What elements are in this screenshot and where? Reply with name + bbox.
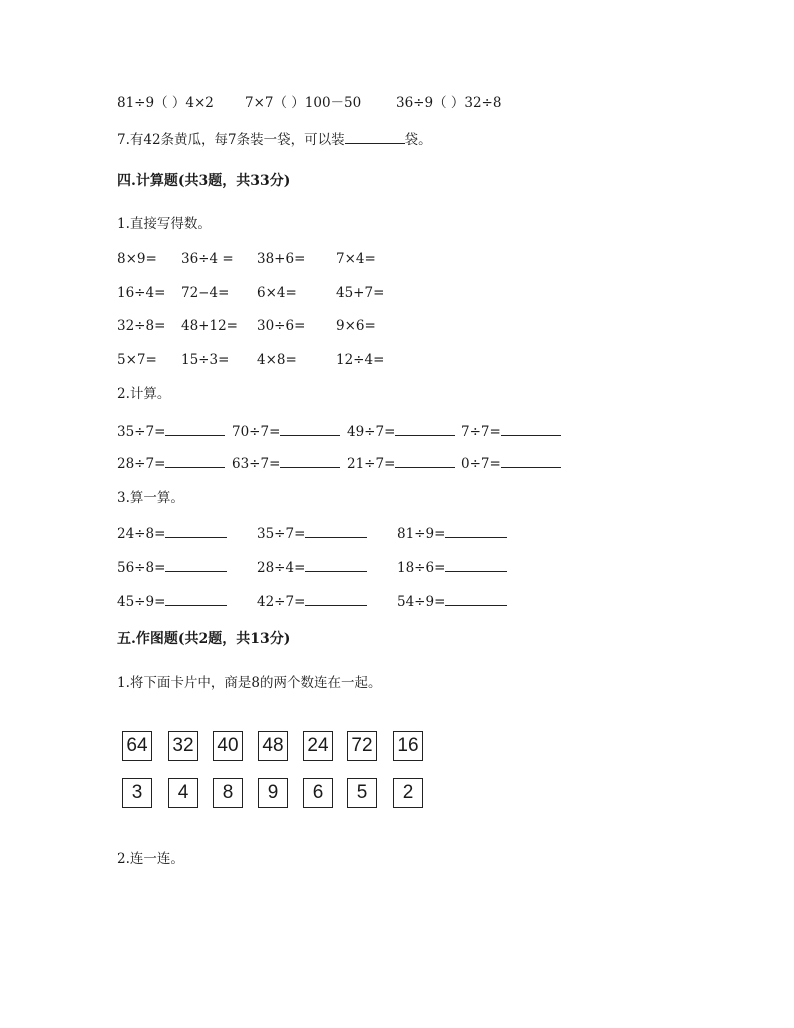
compare-item-2: 7×7（ ）100－50 — [245, 95, 362, 111]
divisor-card-6[interactable]: 5 — [347, 778, 377, 808]
dividend-card-7[interactable]: 16 — [393, 731, 423, 761]
q5-2-title: 2.连一连。 — [117, 851, 184, 867]
expression: 7×4= — [336, 251, 376, 267]
expression: 24÷8= — [117, 526, 166, 542]
divisor-card-5[interactable]: 6 — [303, 778, 333, 808]
divisor-card-3[interactable]: 8 — [213, 778, 243, 808]
q4-3-item-r3-c2 — [257, 593, 367, 611]
q4-1-item-r1-c4 — [336, 250, 376, 268]
q4-2-item-r1-c4 — [461, 423, 561, 441]
expression: 81÷9= — [397, 526, 446, 542]
q4-3-item-r3-c3 — [397, 593, 507, 611]
expression: 0÷7= — [461, 456, 501, 472]
divisor-card-1[interactable]: 3 — [122, 778, 152, 808]
expression: 48+12= — [181, 318, 238, 334]
section-4-heading: 四.计算题(共3题，共33分) — [117, 173, 291, 189]
answer-blank[interactable] — [445, 593, 507, 606]
dividend-card-1[interactable]: 64 — [122, 731, 152, 761]
q4-2-item-r1-c1 — [117, 423, 225, 441]
q4-1-item-r2-c4 — [336, 284, 384, 302]
compare-item-3: 36÷9（ ）32÷8 — [396, 95, 502, 111]
q4-1-item-r3-c4 — [336, 317, 376, 335]
q4-1-item-r2-c3 — [257, 284, 297, 302]
expression: 42÷7= — [257, 594, 306, 610]
q4-2-item-r2-c4 — [461, 455, 561, 473]
expression: 36÷4 = — [181, 251, 234, 267]
expression: 45+7= — [336, 285, 385, 301]
expression: 8×9= — [117, 251, 157, 267]
answer-blank[interactable] — [501, 455, 561, 468]
answer-blank[interactable] — [165, 593, 227, 606]
expression: 18÷6= — [397, 560, 446, 576]
expression: 56÷8= — [117, 560, 166, 576]
answer-blank[interactable] — [165, 525, 227, 538]
q4-1-item-r4-c3 — [257, 351, 297, 369]
expression: 12÷4= — [336, 352, 385, 368]
answer-blank[interactable] — [165, 559, 227, 572]
dividend-card-4[interactable]: 48 — [258, 731, 288, 761]
expression: 54÷9= — [397, 594, 446, 610]
compare-item-1: 81÷9（ ）4×2 — [117, 95, 214, 111]
q4-1-title: 1.直接写得数。 — [117, 216, 211, 232]
q4-3-item-r3-c1 — [117, 593, 227, 611]
expression: 38+6= — [257, 251, 306, 267]
q4-2-item-r2-c1 — [117, 455, 225, 473]
answer-blank[interactable] — [395, 455, 455, 468]
q4-1-item-r4-c1 — [117, 351, 157, 369]
q4-1-item-r3-c2 — [181, 317, 238, 335]
answer-blank[interactable] — [280, 423, 340, 436]
q4-2-item-r2-c3 — [347, 455, 455, 473]
expression: 72−4= — [181, 285, 230, 301]
q4-1-item-r3-c3 — [257, 317, 305, 335]
question-7-tail: 袋。 — [404, 132, 432, 148]
dividend-card-5[interactable]: 24 — [303, 731, 333, 761]
expression: 49÷7= — [347, 424, 396, 440]
answer-blank[interactable] — [345, 131, 405, 144]
q4-3-item-r2-c1 — [117, 559, 227, 577]
expression: 16÷4= — [117, 285, 166, 301]
question-7-text: 7.有42条黄瓜，每7条装一袋，可以装 — [117, 132, 345, 148]
divisor-card-2[interactable]: 4 — [168, 778, 198, 808]
q4-1-item-r2-c2 — [181, 284, 229, 302]
expression: 28÷4= — [257, 560, 306, 576]
answer-blank[interactable] — [165, 455, 225, 468]
q4-1-item-r1-c1 — [117, 250, 157, 268]
answer-blank[interactable] — [305, 593, 367, 606]
answer-blank[interactable] — [445, 559, 507, 572]
q4-3-item-r1-c1 — [117, 525, 227, 543]
expression: 63÷7= — [232, 456, 281, 472]
q4-1-item-r3-c1 — [117, 317, 165, 335]
expression: 21÷7= — [347, 456, 396, 472]
divisor-card-7[interactable]: 2 — [393, 778, 423, 808]
question-7 — [117, 131, 432, 149]
q4-2-title: 2.计算。 — [117, 386, 171, 402]
expression: 30÷6= — [257, 318, 306, 334]
expression: 32÷8= — [117, 318, 166, 334]
answer-blank[interactable] — [305, 525, 367, 538]
q4-2-item-r1-c2 — [232, 423, 340, 441]
expression: 9×6= — [336, 318, 376, 334]
q4-1-item-r1-c3 — [257, 250, 305, 268]
expression: 45÷9= — [117, 594, 166, 610]
expression: 70÷7= — [232, 424, 281, 440]
answer-blank[interactable] — [165, 423, 225, 436]
answer-blank[interactable] — [445, 525, 507, 538]
answer-blank[interactable] — [280, 455, 340, 468]
q4-3-title: 3.算一算。 — [117, 490, 184, 506]
q4-1-item-r2-c1 — [117, 284, 165, 302]
q4-2-item-r1-c3 — [347, 423, 455, 441]
expression: 6×4= — [257, 285, 297, 301]
expression: 5×7= — [117, 352, 157, 368]
q4-3-item-r1-c3 — [397, 525, 507, 543]
q4-1-item-r1-c2 — [181, 250, 234, 268]
expression: 35÷7= — [257, 526, 306, 542]
q4-2-item-r2-c2 — [232, 455, 340, 473]
expression: 28÷7= — [117, 456, 166, 472]
q4-3-item-r2-c2 — [257, 559, 367, 577]
q4-3-item-r2-c3 — [397, 559, 507, 577]
q5-1-title: 1.将下面卡片中，商是8的两个数连在一起。 — [117, 675, 382, 691]
expression: 7÷7= — [461, 424, 501, 440]
divisor-card-4[interactable]: 9 — [258, 778, 288, 808]
q4-3-item-r1-c2 — [257, 525, 367, 543]
q4-1-item-r4-c2 — [181, 351, 229, 369]
dividend-card-6[interactable]: 72 — [347, 731, 377, 761]
dividend-card-3[interactable]: 40 — [213, 731, 243, 761]
expression: 15÷3= — [181, 352, 230, 368]
answer-blank[interactable] — [501, 423, 561, 436]
answer-blank[interactable] — [395, 423, 455, 436]
q4-1-item-r4-c4 — [336, 351, 384, 369]
answer-blank[interactable] — [305, 559, 367, 572]
dividend-card-2[interactable]: 32 — [168, 731, 198, 761]
expression: 4×8= — [257, 352, 297, 368]
section-5-heading: 五.作图题(共2题，共13分) — [117, 631, 291, 647]
expression: 35÷7= — [117, 424, 166, 440]
